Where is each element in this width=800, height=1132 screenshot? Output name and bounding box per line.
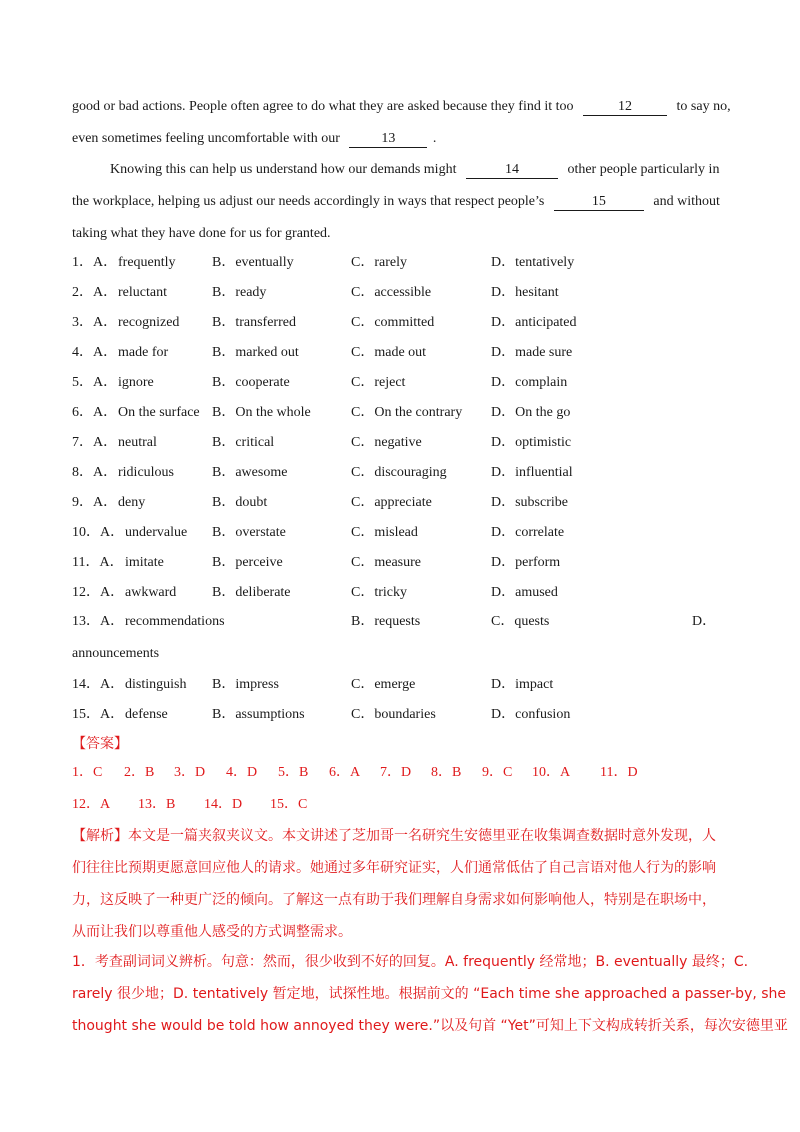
option-a: neutral	[118, 435, 157, 450]
option-a: imitate	[125, 555, 164, 570]
answer-item: 14．D	[204, 797, 243, 812]
question-row	[72, 253, 732, 273]
analysis-line: 们往往比预期更愿意回应他人的请求。她通过多年研究证实，人们通常低估了自己言语对他人行为的影响	[72, 860, 716, 876]
option-d: D．confusion	[491, 707, 571, 722]
option-c: C．negative	[351, 435, 422, 450]
option-b: B．assumptions	[212, 707, 305, 722]
option-b: B．requests	[351, 614, 421, 629]
option-d: D．subscribe	[491, 495, 568, 510]
option-c: C．tricky	[351, 585, 407, 600]
option-c: C．rarely	[351, 255, 407, 270]
option-b: B．marked out	[212, 345, 299, 360]
passage-text: .	[432, 131, 437, 146]
question-number: 13．A．	[72, 614, 125, 629]
passage-text: good or bad actions. People often agree to do what they are asked because they find it too	[72, 99, 574, 114]
answer-item: 5．B	[278, 765, 309, 780]
option-b: B．perceive	[212, 555, 283, 570]
answer-item: 2．B	[124, 765, 155, 780]
option-a: reluctant	[118, 285, 167, 300]
answer-item: 11．D	[600, 765, 638, 780]
answer-item: 15．C	[270, 797, 308, 812]
option-c: C．accessible	[351, 285, 432, 300]
option-a: recommendations	[125, 614, 225, 629]
option-d: D．perform	[491, 555, 561, 570]
question-number: 5．A．	[72, 375, 118, 390]
question-number: 14．A．	[72, 677, 125, 692]
answer-item: 1．C	[72, 765, 103, 780]
passage-line	[72, 192, 720, 212]
question-row	[72, 403, 732, 423]
option-a: made for	[118, 345, 169, 360]
analysis-line: 力，这反映了一种更广泛的倾向。了解这一点有助于我们理解自身需求如何影响他人，特别是在职场中，	[72, 892, 716, 908]
option-d: D．impact	[491, 677, 554, 692]
answer-item: 4．D	[226, 765, 258, 780]
answer-item: 12．A	[72, 797, 111, 812]
option-b: B．critical	[212, 435, 275, 450]
option-b: B．eventually	[212, 255, 294, 270]
option-d: D．anticipated	[491, 315, 577, 330]
question-row	[72, 463, 732, 483]
question-number: 8．A．	[72, 465, 118, 480]
answer-row	[72, 763, 732, 783]
option-c: C．boundaries	[351, 707, 436, 722]
option-a: ignore	[118, 375, 154, 390]
question-row	[72, 373, 732, 393]
answer-item: 8．B	[431, 765, 462, 780]
option-c: C．reject	[351, 375, 406, 390]
passage-text: other people particularly in	[567, 162, 720, 177]
question-number: 10．A．	[72, 525, 125, 540]
option-c: C．committed	[351, 315, 435, 330]
passage-line	[72, 129, 436, 149]
option-d: D．complain	[491, 375, 568, 390]
passage-line: taking what they have done for us for granted.	[72, 226, 331, 241]
option-b: B．transferred	[212, 315, 296, 330]
option-a: recognized	[118, 315, 180, 330]
analysis-line: 从而让我们以尊重他人感受的方式调整需求。	[72, 924, 352, 940]
blank-15: 15	[554, 194, 644, 211]
answer-item: 9．C	[482, 765, 513, 780]
question-13-row	[72, 612, 732, 632]
option-c: C．On the contrary	[351, 405, 463, 420]
option-d: announcements	[72, 646, 160, 661]
question-number: 15．A．	[72, 707, 125, 722]
analysis-line: thought she would be told how annoyed they were.”以及句首 “Yet”可知上下文构成转折关系，每次安德里亚	[72, 1018, 788, 1034]
option-d: D．hesitant	[491, 285, 559, 300]
answer-header: 【答案】	[72, 736, 128, 752]
passage-line	[72, 97, 731, 117]
question-number: 7．A．	[72, 435, 118, 450]
option-d: D．made sure	[491, 345, 573, 360]
option-a: defense	[125, 707, 168, 722]
answer-item: 7．D	[380, 765, 412, 780]
option-d: D．tentatively	[491, 255, 575, 270]
analysis-line: 【解析】本文是一篇夹叙夹议文。本文讲述了芝加哥一名研究生安德里亚在收集调查数据时意外发现，人	[72, 828, 716, 844]
passage-text: even sometimes feeling uncomfortable with our	[72, 131, 340, 146]
option-b: B．impress	[212, 677, 279, 692]
question-row	[72, 283, 732, 303]
option-a: awkward	[125, 585, 177, 600]
question-row	[72, 553, 732, 573]
option-a: On the surface	[118, 405, 200, 420]
option-b: B．doubt	[212, 495, 268, 510]
question-number: 12．A．	[72, 585, 125, 600]
option-a: distinguish	[125, 677, 187, 692]
question-row	[72, 705, 732, 725]
option-b: B．On the whole	[212, 405, 311, 420]
option-b: B．awesome	[212, 465, 288, 480]
option-c: C．quests	[491, 614, 550, 629]
question-13-continuation	[72, 644, 732, 664]
question-number: 1．A．	[72, 255, 118, 270]
option-a: ridiculous	[118, 465, 174, 480]
blank-14: 14	[466, 162, 558, 179]
option-a: deny	[118, 495, 146, 510]
question-number: 11．A．	[72, 555, 124, 570]
option-d-label: D．	[692, 614, 717, 629]
option-d: D．optimistic	[491, 435, 572, 450]
option-b: B．deliberate	[212, 585, 291, 600]
answer-row	[72, 795, 732, 815]
question-row	[72, 433, 732, 453]
option-b: B．ready	[212, 285, 267, 300]
question-number: 9．A．	[72, 495, 118, 510]
answer-item: 3．D	[174, 765, 206, 780]
question-row	[72, 313, 732, 333]
blank-12: 12	[583, 99, 667, 116]
question-number: 3．A．	[72, 315, 118, 330]
option-c: C．emerge	[351, 677, 416, 692]
option-d: D．On the go	[491, 405, 571, 420]
answer-item: 6．A	[329, 765, 361, 780]
passage-text: to say no,	[676, 99, 731, 114]
option-a: frequently	[118, 255, 176, 270]
option-b: B．overstate	[212, 525, 286, 540]
blank-13: 13	[349, 131, 427, 148]
option-d: D．correlate	[491, 525, 565, 540]
option-c: C．made out	[351, 345, 427, 360]
passage-text: Knowing this can help us understand how our demands might	[110, 162, 457, 177]
question-row	[72, 523, 732, 543]
analysis-line: 1．考查副词词义辨析。句意：然而，很少收到不好的回复。A. frequently 经常地；B. eventually 最终；C.	[72, 954, 749, 970]
option-d: D．influential	[491, 465, 573, 480]
passage-text: the workplace, helping us adjust our needs accordingly in ways that respect people’s	[72, 194, 545, 209]
question-number: 2．A．	[72, 285, 118, 300]
option-c: C．mislead	[351, 525, 418, 540]
option-a: undervalue	[125, 525, 188, 540]
analysis-line: rarely 很少地；D. tentatively 暂定地，试探性地。根据前文的 “Each time she approached a passer-by, she	[72, 986, 787, 1002]
option-c: C．discouraging	[351, 465, 447, 480]
option-c: C．measure	[351, 555, 421, 570]
answer-item: 10．A	[532, 765, 571, 780]
option-d: D．amused	[491, 585, 558, 600]
question-row	[72, 675, 732, 695]
passage-text: and without	[653, 194, 720, 209]
passage-line	[110, 160, 719, 180]
question-number: 6．A．	[72, 405, 118, 420]
option-b: B．cooperate	[212, 375, 290, 390]
answer-item: 13．B	[138, 797, 176, 812]
question-row	[72, 343, 732, 363]
question-row	[72, 583, 732, 603]
question-row	[72, 493, 732, 513]
option-c: C．appreciate	[351, 495, 432, 510]
question-number: 4．A．	[72, 345, 118, 360]
